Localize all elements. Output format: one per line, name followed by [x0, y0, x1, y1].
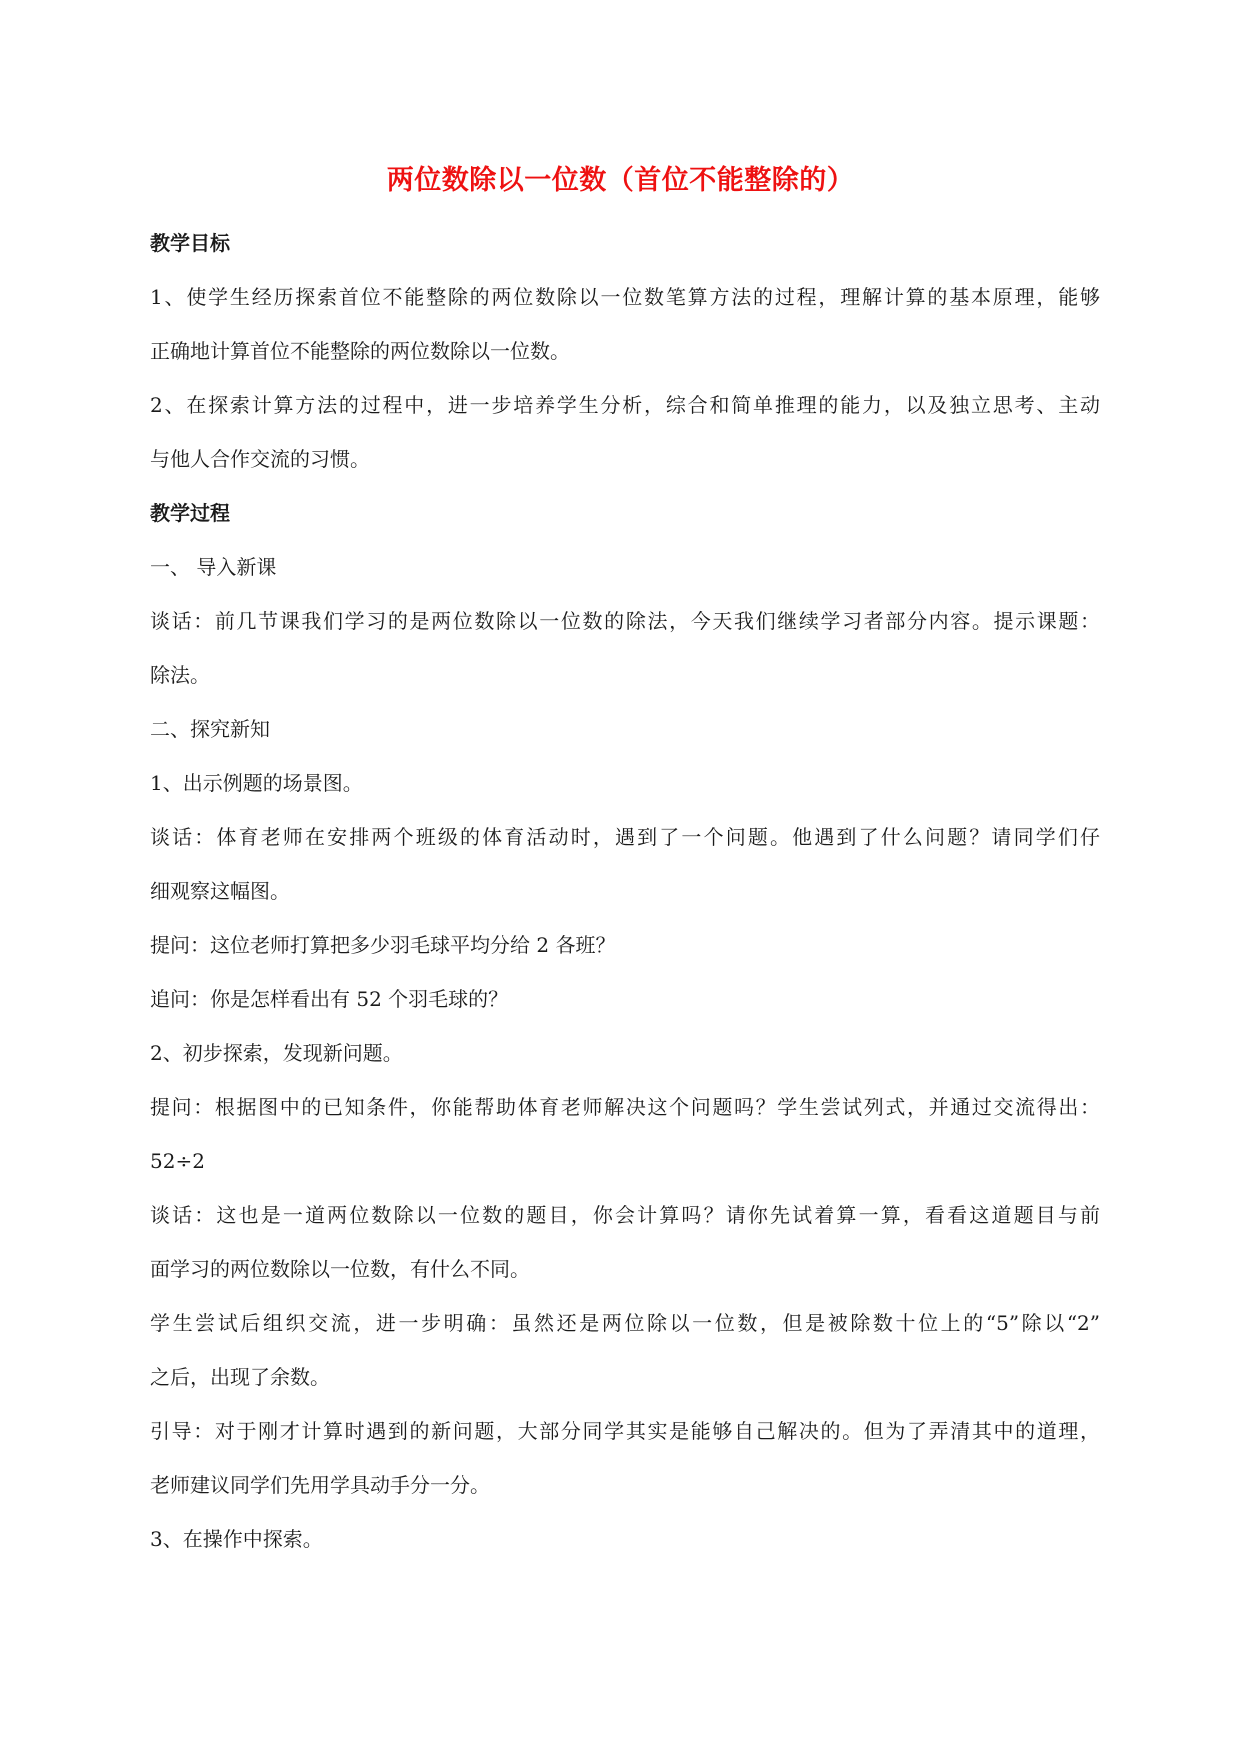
- paragraph-line: 谈话：这也是一道两位数除以一位数的题目，你会计算吗？请你先试着算一算，看看这道题目与前: [150, 1203, 1100, 1227]
- section-heading-objectives: 教学目标: [150, 231, 230, 255]
- paragraph-line: 之后，出现了余数。: [150, 1365, 330, 1389]
- paragraph-line: 面学习的两位数除以一位数，有什么不同。: [150, 1257, 530, 1281]
- paragraph-line: 2、在探索计算方法的过程中，进一步培养学生分析，综合和简单推理的能力，以及独立思考、主动: [150, 393, 1100, 417]
- paragraph-line: 老师建议同学们先用学具动手分一分。: [150, 1473, 490, 1497]
- paragraph-line: 学生尝试后组织交流，进一步明确：虽然还是两位除以一位数，但是被除数十位上的“5”除以“2”: [150, 1311, 1100, 1335]
- paragraph-line: 一、 导入新课: [150, 555, 277, 579]
- paragraph-line: 与他人合作交流的习惯。: [150, 447, 370, 471]
- paragraph-line: 引导：对于刚才计算时遇到的新问题，大部分同学其实是能够自己解决的。但为了弄清其中的道理，: [150, 1419, 1100, 1443]
- document-title: 两位数除以一位数（首位不能整除的）: [386, 165, 855, 196]
- paragraph-line: 谈话：前几节课我们学习的是两位数除以一位数的除法，今天我们继续学习者部分内容。提示课题：: [150, 609, 1100, 633]
- paragraph-line: 除法。: [150, 663, 210, 687]
- paragraph-line: 提问：这位老师打算把多少羽毛球平均分给 2 各班？: [150, 933, 616, 957]
- paragraph-line: 2、初步探索，发现新问题。: [150, 1041, 403, 1065]
- paragraph-line: 3、在操作中探索。: [150, 1527, 323, 1551]
- paragraph-line: 1、使学生经历探索首位不能整除的两位数除以一位数笔算方法的过程，理解计算的基本原理，能够: [150, 285, 1100, 309]
- section-heading-process: 教学过程: [150, 501, 230, 525]
- paragraph-line: 52÷2: [150, 1149, 205, 1173]
- paragraph-line: 1、出示例题的场景图。: [150, 771, 363, 795]
- paragraph-line: 追问：你是怎样看出有 52 个羽毛球的？: [150, 987, 509, 1011]
- paragraph-line: 二、探究新知: [150, 717, 270, 741]
- paragraph-line: 细观察这幅图。: [150, 879, 290, 903]
- paragraph-line: 谈话：体育老师在安排两个班级的体育活动时，遇到了一个问题。他遇到了什么问题？请同学们仔: [150, 825, 1100, 849]
- paragraph-line: 提问：根据图中的已知条件，你能帮助体育老师解决这个问题吗？学生尝试列式，并通过交流得出：: [150, 1095, 1100, 1119]
- paragraph-line: 正确地计算首位不能整除的两位数除以一位数。: [150, 339, 570, 363]
